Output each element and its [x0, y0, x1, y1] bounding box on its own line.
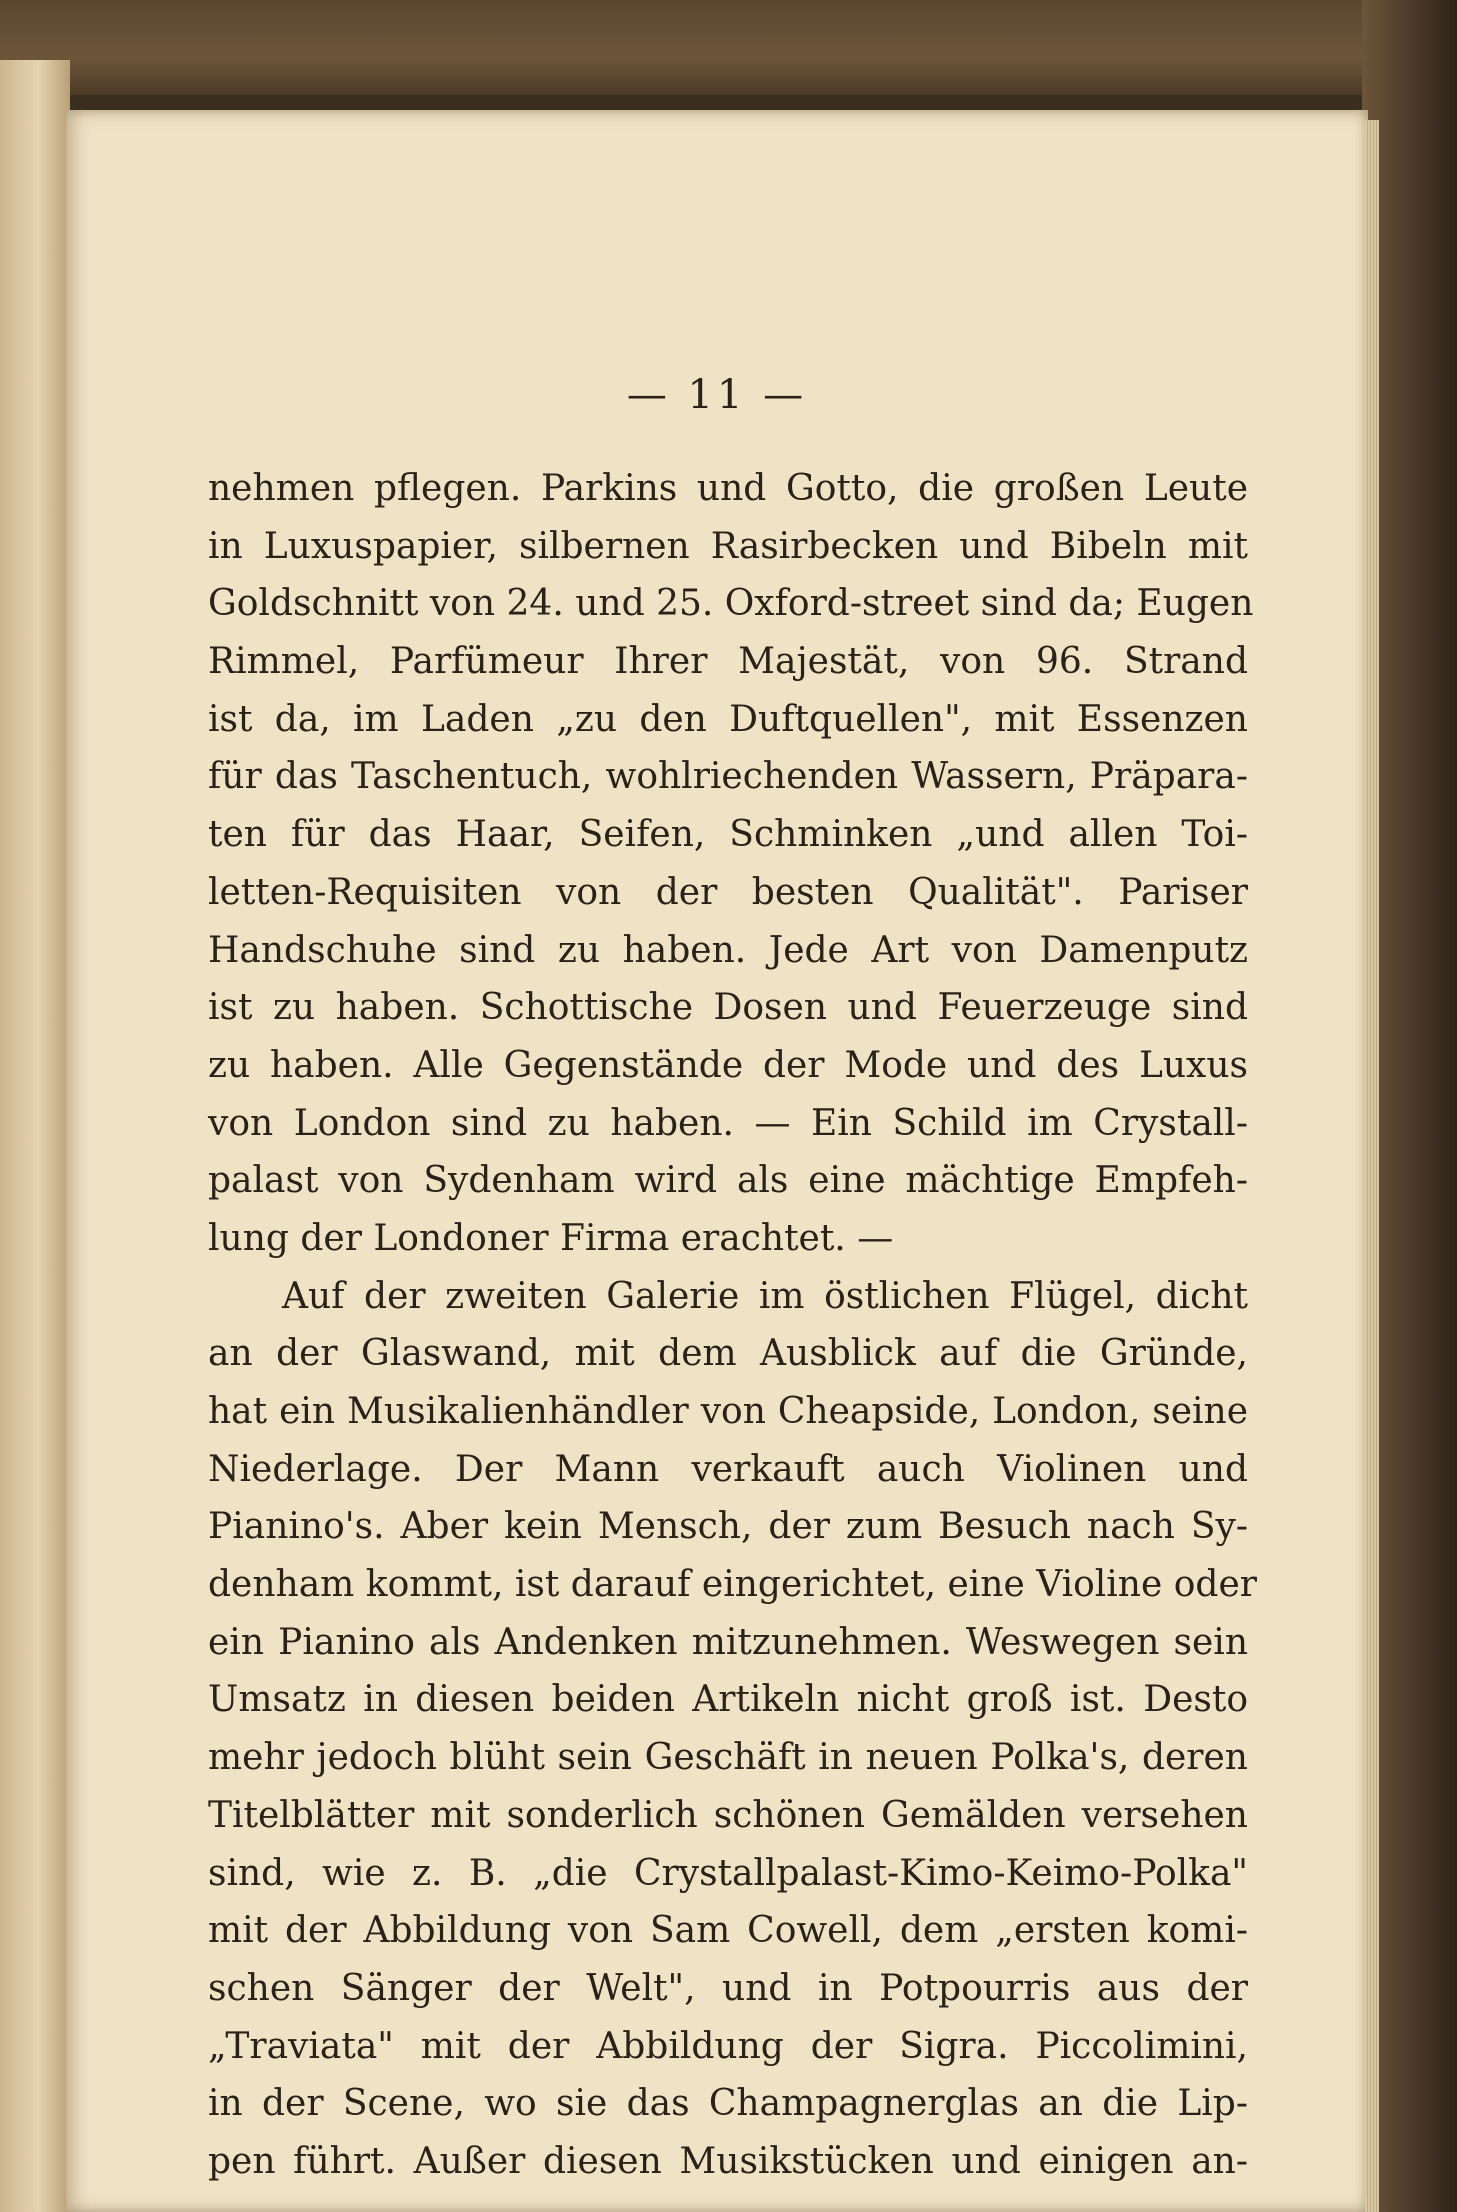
page-number: — 11 —	[626, 372, 808, 418]
text-line: „Traviata" mit der Abbildung der Sigra. Piccolimini,	[208, 2025, 1248, 2067]
text-line: nehmen pflegen. Parkins und Gotto, die großen Leute	[208, 468, 1248, 509]
text-line: denham kommt, ist darauf eingerichtet, eine Violine oder	[208, 1564, 1257, 1606]
text-line: ist zu haben. Schottische Dosen und Feuerzeuge sind	[208, 987, 1248, 1029]
text-line: ten für das Haar, Seifen, Schminken „und allen Toi-	[208, 814, 1248, 856]
book-page	[66, 110, 1368, 2212]
text-line: zu haben. Alle Gegenstände der Mode und des Luxus	[208, 1044, 1248, 1086]
text-line: Pianino's. Aber kein Mensch, der zum Besuch nach Sy-	[208, 1506, 1248, 1548]
page-body-text	[208, 460, 1257, 2191]
text-line: hat ein Musikalienhändler von Cheapside, London, seine	[208, 1391, 1248, 1432]
text-line: in Luxuspapier, silbernen Rasirbecken und Bibeln mit	[208, 525, 1248, 567]
text-line: mehr jedoch blüht sein Geschäft in neuen Polka's, deren	[208, 1737, 1248, 1779]
text-line: für das Taschentuch, wohlriechenden Wassern, Präpara-	[208, 756, 1248, 798]
text-line: letten-Requisiten von der besten Qualität". Pariser	[208, 871, 1248, 913]
text-line: Handschuhe sind zu haben. Jede Art von Damenputz	[208, 929, 1248, 971]
text-line: lung der Londoner Firma erachtet. —	[208, 1217, 894, 1259]
text-line: Goldschnitt von 24. und 25. Oxford-street sind da; Eugen	[208, 583, 1254, 625]
text-line: an der Glaswand, mit dem Ausblick auf die Gründe,	[208, 1333, 1248, 1375]
text-line: von London sind zu haben. — Ein Schild im Crystall-	[208, 1102, 1248, 1144]
text-line: in der Scene, wo sie das Champagnerglas an die Lip-	[208, 2083, 1248, 2125]
book-cover-top	[0, 0, 1457, 95]
text-line: ist da, im Laden „zu den Duftquellen", mit Essenzen	[208, 698, 1248, 740]
page-stack-edge	[1365, 120, 1379, 2212]
text-line: sind, wie z. B. „die Crystallpalast-Kimo-Keimo-Polka"	[208, 1852, 1248, 1894]
text-line: Rimmel, Parfümeur Ihrer Majestät, von 96. Strand	[208, 641, 1248, 683]
text-line: pen führt. Außer diesen Musikstücken und einigen an-	[208, 2140, 1248, 2182]
facing-page-edge	[0, 60, 70, 2212]
text-line: ein Pianino als Andenken mitzunehmen. Weswegen sein	[208, 1621, 1248, 1663]
text-line: Titelblätter mit sonderlich schönen Gemälden versehen	[208, 1794, 1248, 1836]
text-line: palast von Sydenham wird als eine mächtige Empfeh-	[208, 1160, 1248, 1202]
text-line: Niederlage. Der Mann verkauft auch Violinen und	[208, 1448, 1248, 1490]
text-line: mit der Abbildung von Sam Cowell, dem „ersten komi-	[208, 1910, 1248, 1952]
text-line: Umsatz in diesen beiden Artikeln nicht groß ist. Desto	[208, 1679, 1248, 1721]
paragraph-first-line: Auf der zweiten Galerie im östlichen Flügel, dicht	[282, 1275, 1248, 1317]
text-line: schen Sänger der Welt", und in Potpourris aus der	[208, 1967, 1248, 2009]
